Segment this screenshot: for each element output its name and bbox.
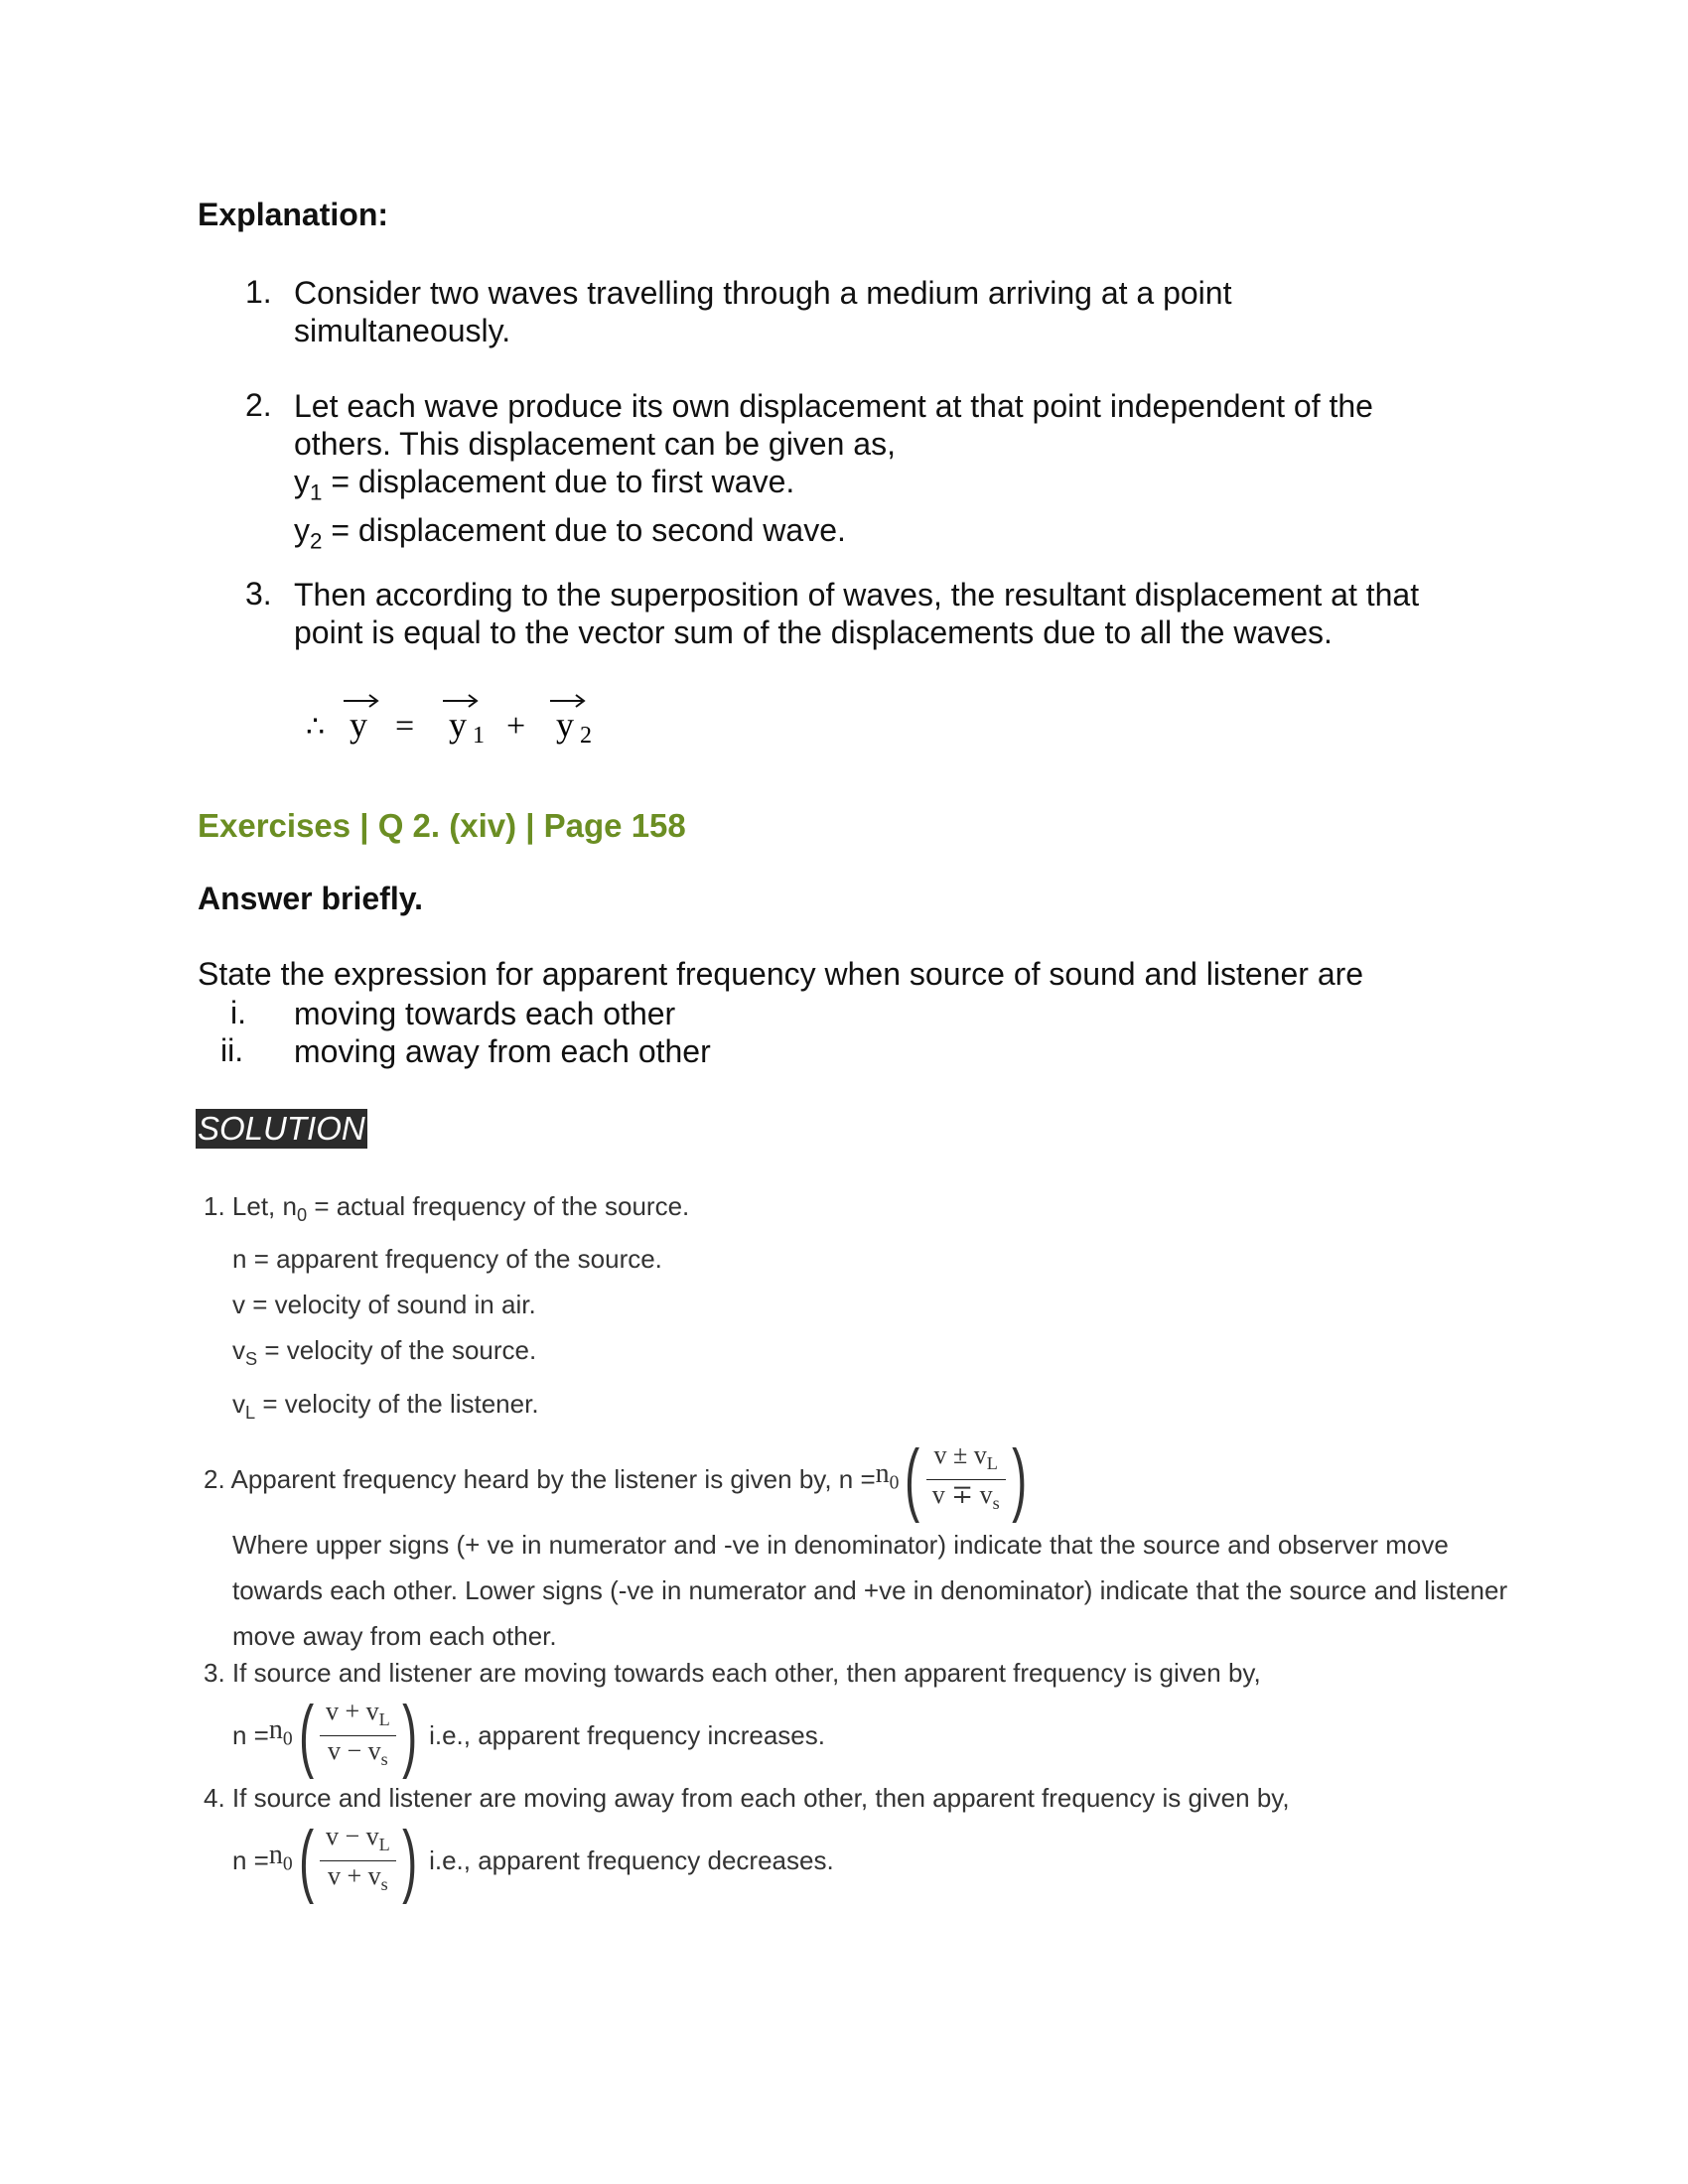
definition-v: v = velocity of sound in air. — [232, 1290, 536, 1319]
definition-n: n = apparent frequency of the source. — [232, 1244, 662, 1274]
list-item — [294, 387, 1373, 561]
answer-heading: Answer briefly. — [198, 881, 424, 916]
formula-away: n = $n_0$ ( $\frac{v - v_L}{v + v_s}$ ) i.e., apparent frequency decreases. — [232, 1815, 834, 1905]
therefore-symbol: ∴ — [306, 711, 326, 744]
definition-vs: $v_S$ = velocity of the source. — [232, 1335, 537, 1370]
solution-badge: SOLUTION — [198, 1110, 365, 1147]
equation-lhs: y — [350, 705, 367, 745]
solution-point-4: 4. If source and listener are moving away from each other, then apparent frequency is given by, — [204, 1783, 1290, 1813]
sign-note: Where upper signs (+ ve in numerator and -ve in denominator) indicate that the source and observer move towards each other. Lower signs (-ve in numerator and +ve in denominator) indicate that the source and listener move away from each other. — [232, 1530, 1508, 1651]
equals-sign: = — [395, 708, 415, 745]
right-paren: ) — [1011, 1433, 1027, 1524]
list-item — [294, 274, 1231, 349]
vector-sum-equation — [298, 685, 635, 754]
y1-definition: $y_1$ = displacement due to first wave. — [294, 464, 795, 505]
option-text: moving away from each other — [294, 1033, 711, 1069]
y2-definition: $y_2$ = displacement due to second wave. — [294, 512, 846, 554]
list-number: 2. — [245, 387, 272, 423]
formula-towards: n = $n_0$ ( $\frac{v + v_L}{v - v_s}$ ) i.e., apparent frequency increases. — [232, 1690, 825, 1780]
exercise-title[interactable]: Exercises | Q 2. (xiv) | Page 158 — [198, 807, 686, 844]
equation-sub-1: 1 — [473, 723, 485, 749]
list-item-line: Then according to the superposition of waves, the resultant displacement at that — [294, 577, 1420, 613]
list-item — [294, 576, 1419, 651]
option-number: ii. — [220, 1032, 244, 1068]
left-paren: ( — [905, 1433, 920, 1524]
explanation-heading: Explanation: — [198, 197, 389, 232]
list-item-line: Let each wave produce its own displacement at that point independent of the — [294, 388, 1373, 424]
definition-vl: $v_L$ = velocity of the listener. — [232, 1389, 539, 1424]
question-text: State the expression for apparent frequency when source of sound and listener are — [198, 956, 1364, 992]
list-item-line: others. This displacement can be given as, — [294, 426, 896, 462]
option-number: i. — [230, 995, 246, 1030]
solution-point-1: 1. Let, $n_0$ = actual frequency of the source. — [204, 1191, 690, 1226]
list-item-line: point is equal to the vector sum of the displacements due to all the waves. — [294, 614, 1333, 650]
list-number: 1. — [245, 274, 272, 310]
equation-sub-2: 2 — [580, 723, 592, 749]
equation-term-1: y — [449, 705, 467, 745]
list-item-line: Consider two waves travelling through a medium arriving at a point — [294, 275, 1232, 311]
solution-point-3: 3. If source and listener are moving towards each other, then apparent frequency is given by, — [204, 1658, 1261, 1688]
plus-sign: + — [506, 708, 526, 745]
equation-term-2: y — [556, 705, 574, 745]
solution-point-2: 2. Apparent frequency heard by the listener is given by, n = $n_0$ ( $\frac{v \pm v_L}{v \mp v_s}$ ) — [204, 1433, 1027, 1524]
list-number: 3. — [245, 576, 272, 612]
fraction: $\frac{v \pm v_L}{v \mp v_s}$ — [926, 1440, 1006, 1517]
list-item-line: simultaneously. — [294, 313, 511, 348]
option-text: moving towards each other — [294, 996, 676, 1031]
